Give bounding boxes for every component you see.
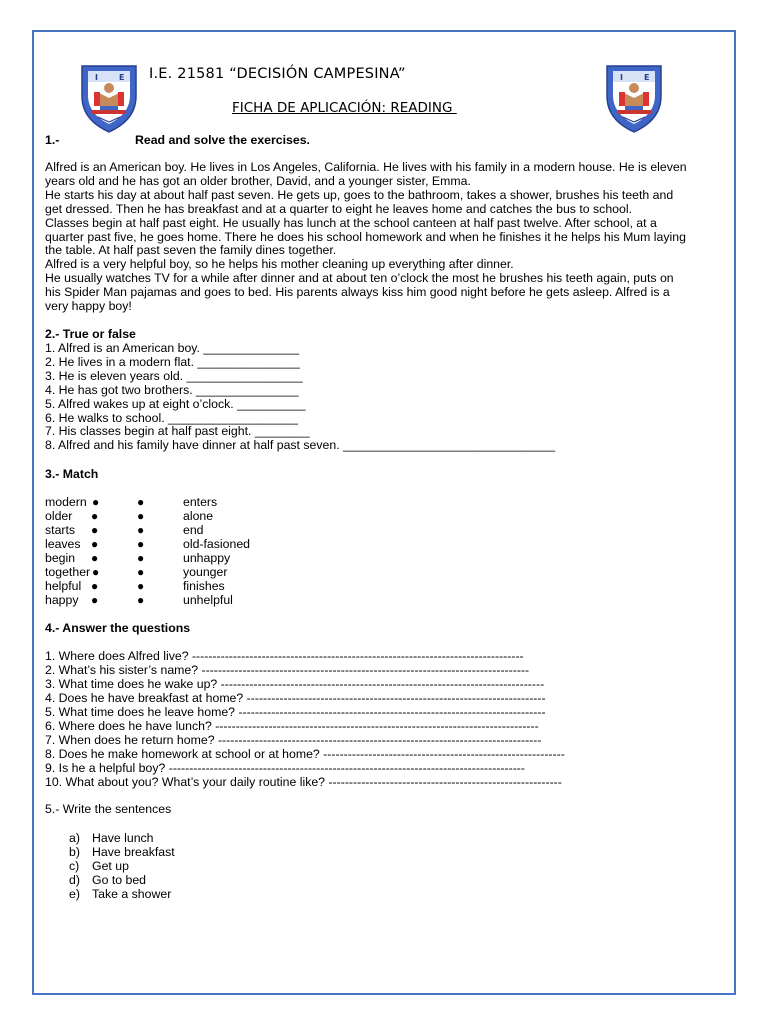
question-item: 3. What time does he wake up? ------------------------------------------------------------------------------- bbox=[45, 677, 545, 691]
match-right-bullet: ● bbox=[137, 551, 145, 565]
match-right-bullet: ● bbox=[137, 509, 145, 523]
question-item: 9. Is he a helpful boy? --------------------------------------------------------------------------------------- bbox=[45, 761, 525, 775]
question-item: 1. Where does Alfred live? --------------------------------------------------------------------------------- bbox=[45, 649, 524, 663]
match-left-bullet: ● bbox=[91, 509, 99, 523]
crest-letter: I bbox=[95, 73, 98, 82]
passage-line: He usually watches TV for a while after dinner and at about ten o’clock the most he brushes his teeth again, puts on bbox=[45, 271, 674, 286]
sentence-prompt: Get up bbox=[92, 859, 129, 873]
passage-line: his Spider Man pajamas and goes to bed. His parents always kiss him good night before he gets asleep. Alfred is a bbox=[45, 285, 670, 300]
match-left-bullet: ● bbox=[91, 523, 99, 537]
sentence-letter: e) bbox=[69, 887, 80, 901]
match-right-bullet: ● bbox=[137, 579, 145, 593]
passage-line: He starts his day at about half past seven. He gets up, goes to the bathroom, takes a shower, brushes his teeth and bbox=[45, 187, 674, 202]
match-left-word: leaves bbox=[45, 537, 81, 551]
match-right-bullet: ● bbox=[137, 495, 145, 509]
passage-line: get dressed. Then he has breakfast and at a quarter to eight he leaves home and catches the bus to school. bbox=[45, 201, 632, 216]
sentence-prompt: Take a shower bbox=[92, 887, 172, 901]
match-right-bullet: ● bbox=[137, 593, 145, 607]
match-left-word: starts bbox=[45, 523, 76, 537]
section-1-number: 1.- bbox=[45, 133, 60, 147]
match-left-bullet: ● bbox=[91, 579, 99, 593]
match-right-word: younger bbox=[183, 565, 228, 579]
true-false-item: 2. He lives in a modern flat. _______________ bbox=[45, 354, 300, 369]
crest-letter: E bbox=[644, 73, 650, 82]
passage-line: Alfred is a very helpful boy, so he helps his mother cleaning up everything after dinner. bbox=[45, 257, 514, 272]
sentence-prompt: Go to bed bbox=[92, 873, 147, 887]
passage-line: very happy boy! bbox=[45, 299, 132, 314]
school-crest-left bbox=[78, 62, 140, 134]
true-false-item: 4. He has got two brothers. _______________ bbox=[45, 382, 299, 397]
match-right-word: finishes bbox=[183, 579, 225, 593]
question-item: 5. What time does he leave home? --------------------------------------------------------------------------- bbox=[45, 705, 546, 719]
match-right-word: unhelpful bbox=[183, 593, 233, 607]
question-item: 8. Does he make homework at school or at home? ----------------------------------------------------------- bbox=[45, 747, 565, 761]
match-left-word: happy bbox=[45, 593, 79, 607]
section-3-title: 3.- Match bbox=[45, 467, 99, 481]
crest-letter: E bbox=[119, 73, 125, 82]
true-false-item: 8. Alfred and his family have dinner at half past seven. _______________________________ bbox=[45, 438, 556, 453]
true-false-item: 3. He is eleven years old. _________________ bbox=[45, 368, 303, 383]
sentence-letter: d) bbox=[69, 873, 80, 887]
sentence-prompt: Have breakfast bbox=[92, 845, 175, 859]
sentence-prompt: Have lunch bbox=[92, 831, 154, 845]
match-right-bullet: ● bbox=[137, 523, 145, 537]
sentence-letter: a) bbox=[69, 831, 80, 845]
sentence-letter: c) bbox=[69, 859, 80, 873]
question-item: 10. What about you? What’s your daily routine like? --------------------------------------------------------- bbox=[45, 775, 562, 789]
reading-passage bbox=[45, 161, 725, 314]
match-left-word: begin bbox=[45, 551, 76, 565]
match-right-word: end bbox=[183, 523, 204, 537]
match-left-bullet: ● bbox=[91, 551, 99, 565]
question-item: 7. When does he return home? ------------------------------------------------------------------------------- bbox=[45, 733, 542, 747]
match-right-word: old-fasioned bbox=[183, 537, 250, 551]
school-name: I.E. 21581 “DECISIÓN CAMPESINA” bbox=[149, 66, 406, 82]
match-right-word: unhappy bbox=[183, 551, 231, 565]
match-left-word: helpful bbox=[45, 579, 82, 593]
crest-letter: I bbox=[620, 73, 623, 82]
match-left-bullet: ● bbox=[92, 495, 100, 509]
true-false-item: 1. Alfred is an American boy. ______________ bbox=[45, 341, 300, 355]
section-4-title: 4.- Answer the questions bbox=[45, 621, 191, 635]
sentence-letter: b) bbox=[69, 845, 80, 859]
match-right-bullet: ● bbox=[137, 537, 145, 551]
passage-line: quarter past five, he goes home. There he does his school homework and when he finishes it he helps his Mum laying bbox=[45, 229, 686, 244]
section-2-title: 2.- True or false bbox=[45, 327, 136, 341]
passage-line: years old and he has got an older brother, David, and a younger sister, Emma. bbox=[45, 173, 471, 188]
match-right-word: enters bbox=[183, 495, 218, 509]
true-false-item: 7. His classes begin at half past eight. ________ bbox=[45, 424, 310, 439]
question-item: 4. Does he have breakfast at home? ------------------------------------------------------------------------- bbox=[45, 691, 546, 705]
true-false-item: 5. Alfred wakes up at eight o’clock. __________ bbox=[45, 396, 306, 411]
match-left-bullet: ● bbox=[92, 565, 100, 579]
question-item: 6. Where does he have lunch? ------------------------------------------------------------------------------- bbox=[45, 719, 539, 733]
match-left-word: together bbox=[45, 565, 91, 579]
match-left-word: older bbox=[45, 509, 73, 523]
school-crest-right bbox=[603, 62, 665, 134]
passage-line: Classes begin at half past eight. He usually has lunch at the school canteen at half past twelve. After school, at a bbox=[45, 215, 657, 230]
section-1-title: Read and solve the exercises. bbox=[135, 133, 310, 147]
match-left-word: modern bbox=[45, 495, 87, 509]
true-false-item: 6. He walks to school. ___________________ bbox=[45, 410, 298, 425]
question-item: 2. What’s his sister’s name? -------------------------------------------------------------------------------- bbox=[45, 663, 530, 677]
passage-line: the table. At half past seven the family dines together. bbox=[45, 243, 337, 258]
sheet-title: FICHA DE APLICACIÓN: READING bbox=[232, 100, 457, 116]
passage-line: Alfred is an American boy. He lives in Los Angeles, California. He lives with his family in a modern house. He is eleven bbox=[45, 160, 687, 174]
match-left-bullet: ● bbox=[91, 537, 99, 551]
match-right-word: alone bbox=[183, 509, 214, 523]
match-right-bullet: ● bbox=[137, 565, 145, 579]
section-5-title: 5.- Write the sentences bbox=[45, 802, 172, 816]
match-left-bullet: ● bbox=[91, 593, 99, 607]
